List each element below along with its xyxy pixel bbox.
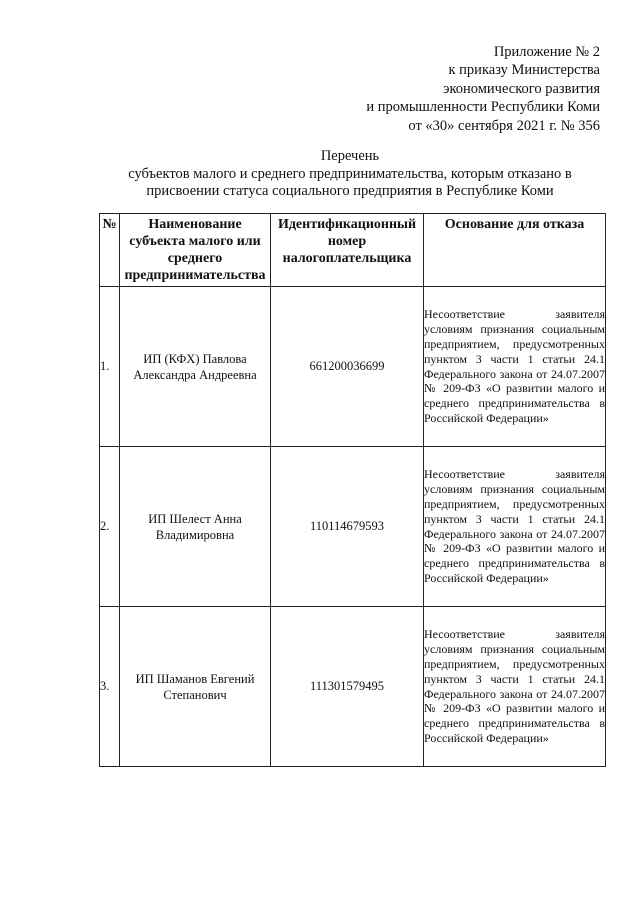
appendix-line: и промышленности Республики Коми xyxy=(366,99,600,116)
title-subheading: субъектов малого и среднего предпринимательства, которым отказано в xyxy=(128,165,572,182)
entity-name: ИП Шелест Анна Владимировна xyxy=(120,447,271,607)
title-subheading: присвоении статуса социального предприятия в Республике Коми xyxy=(146,183,554,199)
table-row xyxy=(100,607,606,767)
appendix-line: к приказу Министерства xyxy=(448,62,600,79)
table-row xyxy=(100,447,606,607)
entity-name: ИП Шаманов Евгений Степанович xyxy=(120,607,271,767)
appendix-line: от «30» сентября 2021 г. № 356 xyxy=(408,117,600,134)
row-number: 3. xyxy=(100,607,120,767)
entity-inn: 661200036699 xyxy=(271,287,424,447)
appendix-line: Приложение № 2 xyxy=(493,44,600,60)
document-title xyxy=(90,148,610,201)
header-reason: Основание для отказа xyxy=(424,214,606,287)
title-heading: Перечень xyxy=(320,148,380,164)
refusal-reason: Несоответствие заявителя условиям признания социальным предприятием, предусмотренных пунктом 3 части 1 статьи 24.1 Федерального закона от 24.07.2007 № 209-ФЗ «О развитии малого и среднего предпринимательства в Российской Федерации» xyxy=(424,447,606,607)
refusal-reason: Несоответствие заявителя условиям признания социальным предприятием, предусмотренных пунктом 3 части 1 статьи 24.1 Федерального закона от 24.07.2007 № 209-ФЗ «О развитии малого и среднего предпринимательства в Российской Федерации» xyxy=(424,287,606,447)
appendix-header xyxy=(366,43,600,135)
header-number: № xyxy=(100,214,120,287)
row-number: 1. xyxy=(100,287,120,447)
entity-inn: 110114679593 xyxy=(271,447,424,607)
entity-name: ИП (КФХ) Павлова Александра Андреевна xyxy=(120,287,271,447)
entity-inn: 111301579495 xyxy=(271,607,424,767)
header-inn: Идентификационный номер налогоплательщика xyxy=(271,214,424,287)
refusal-reason: Несоответствие заявителя условиям признания социальным предприятием, предусмотренных пунктом 3 части 1 статьи 24.1 Федерального закона от 24.07.2007 № 209-ФЗ «О развитии малого и среднего предпринимательства в Российской Федерации» xyxy=(424,607,606,767)
table-row xyxy=(100,287,606,447)
header-entity-name: Наименование субъекта малого или среднего предпринимательства xyxy=(120,214,271,287)
appendix-line: экономического развития xyxy=(443,80,600,97)
row-number: 2. xyxy=(100,447,120,607)
entities-table xyxy=(99,213,606,767)
table-header-row xyxy=(100,214,606,287)
